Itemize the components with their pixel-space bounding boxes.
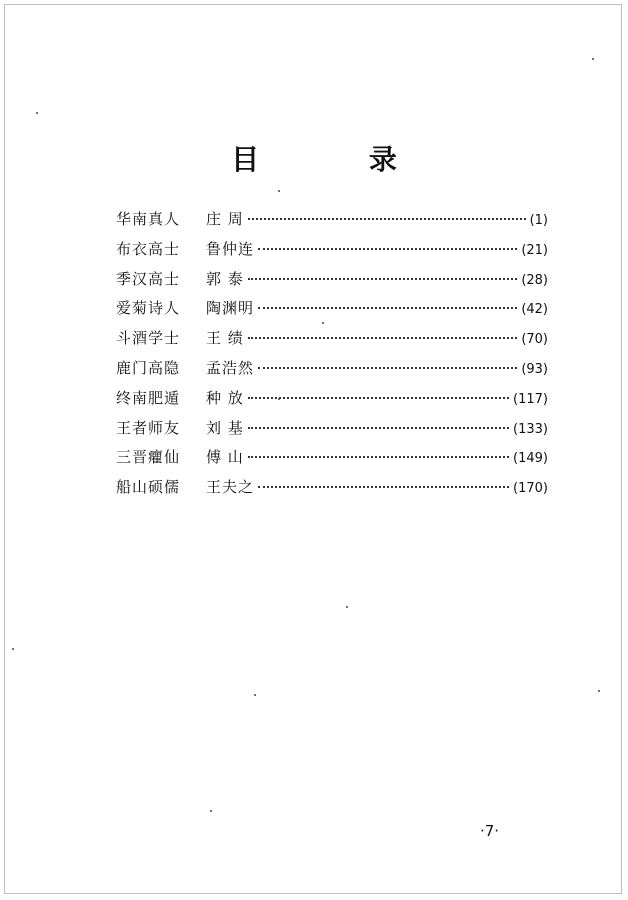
entry-page: (93) — [521, 361, 548, 377]
toc-entry[interactable] — [116, 238, 548, 268]
dot-leader — [258, 307, 517, 309]
page-number: ·7· — [480, 822, 500, 840]
entry-epithet: 鹿门高隐 — [116, 358, 181, 377]
dot-leader — [248, 397, 509, 399]
toc-entry[interactable] — [116, 446, 548, 476]
page-title: 目 录 — [231, 143, 447, 176]
entry-page: (28) — [521, 272, 548, 288]
scan-speck — [322, 322, 324, 324]
entry-name: 陶渊明 — [206, 299, 255, 318]
entry-page: (170) — [513, 481, 548, 497]
toc-entry[interactable] — [116, 417, 548, 447]
entry-name: 王 绩 — [206, 329, 244, 348]
entry-name: 鲁仲连 — [206, 239, 255, 258]
scan-speck — [592, 58, 594, 60]
dot-leader — [258, 367, 517, 369]
entry-name: 郭 泰 — [206, 269, 244, 288]
dot-leader — [248, 456, 509, 458]
scan-speck — [278, 190, 280, 192]
entry-epithet: 布衣高士 — [116, 239, 181, 258]
entry-name: 刘 基 — [206, 418, 244, 437]
entry-page: (149) — [513, 451, 548, 467]
dot-leader — [248, 427, 509, 429]
toc-entry[interactable] — [116, 208, 548, 238]
entry-page: (21) — [521, 242, 548, 258]
scan-speck — [12, 648, 14, 650]
toc-entry[interactable] — [116, 327, 548, 357]
entry-name: 傅 山 — [206, 448, 244, 467]
toc-entry[interactable] — [116, 357, 548, 387]
entry-epithet: 季汉高士 — [116, 269, 181, 288]
toc-entry[interactable] — [116, 297, 548, 327]
toc-entry[interactable] — [116, 268, 548, 298]
entry-name: 孟浩然 — [206, 358, 255, 377]
entry-name: 庄 周 — [206, 210, 244, 228]
entry-name: 种 放 — [206, 388, 244, 407]
dot-leader — [248, 218, 526, 220]
entry-epithet: 斗酒学士 — [116, 329, 181, 348]
entry-page: (1) — [529, 213, 548, 228]
entry-page: (70) — [521, 332, 548, 348]
toc-entry[interactable] — [116, 476, 548, 506]
entry-page: (42) — [521, 302, 548, 318]
toc-entry[interactable] — [116, 387, 548, 417]
entry-epithet: 船山硕儒 — [116, 478, 181, 497]
entry-epithet: 王者师友 — [116, 418, 181, 437]
scan-speck — [346, 606, 348, 608]
entry-epithet: 华南真人 — [116, 210, 181, 228]
entry-page: (133) — [513, 421, 548, 437]
entry-name: 王夫之 — [206, 478, 255, 497]
entry-epithet: 三晋癯仙 — [116, 448, 181, 467]
dot-leader — [258, 486, 509, 488]
dot-leader — [248, 337, 518, 339]
scan-speck — [210, 810, 212, 812]
scan-speck — [254, 694, 256, 696]
table-of-contents — [116, 208, 548, 506]
dot-leader — [248, 278, 518, 280]
scan-speck — [278, 398, 280, 400]
dot-leader — [258, 248, 517, 250]
entry-page: (117) — [513, 391, 548, 407]
entry-epithet: 爱菊诗人 — [116, 299, 181, 318]
scan-speck — [598, 690, 600, 692]
scan-speck — [36, 112, 38, 114]
entry-epithet: 终南肥遁 — [116, 388, 181, 407]
